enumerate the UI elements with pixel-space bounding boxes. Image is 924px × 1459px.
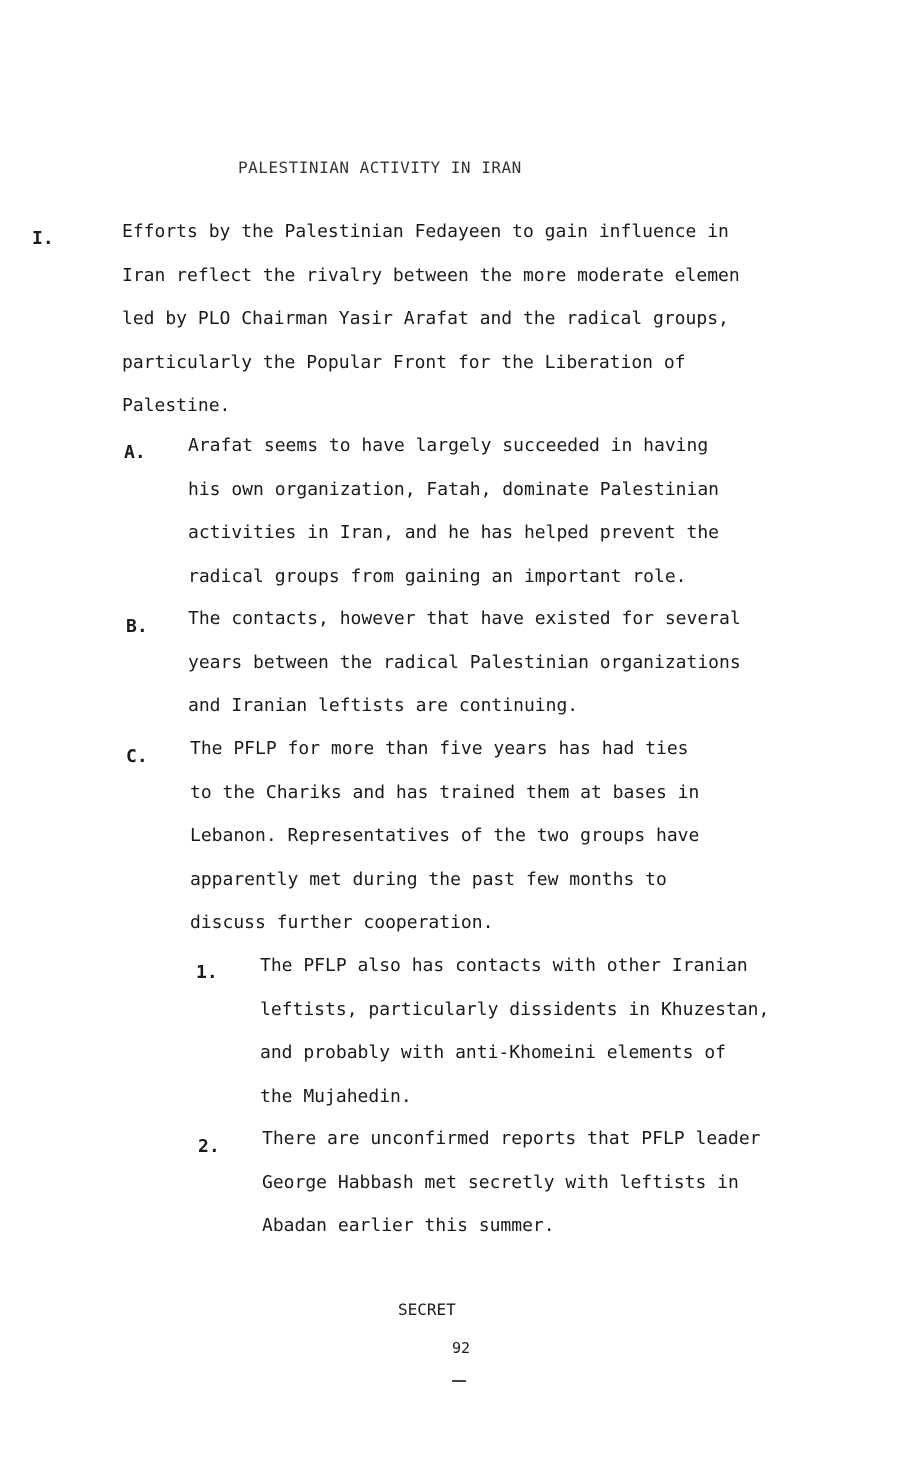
paragraph-line: The PFLP also has contacts with other Iranian: [260, 955, 748, 976]
paragraph-line: The PFLP for more than five years has had ties: [190, 738, 689, 759]
page-number: 92: [452, 1339, 471, 1357]
item-a-label: A.: [124, 442, 146, 463]
footer-divider: [452, 1380, 466, 1382]
paragraph-line: Palestine.: [122, 395, 231, 416]
paragraph-line: George Habbash met secretly with leftists in: [262, 1171, 739, 1193]
item-a-paragraph: [188, 424, 719, 598]
item-c1-label: 1.: [196, 962, 218, 983]
document-title: PALESTINIAN ACTIVITY IN IRAN: [238, 158, 522, 177]
section-I-paragraph: [122, 210, 740, 428]
item-c2-paragraph: [262, 1117, 761, 1248]
paragraph-line: Lebanon. Representatives of the two groups have: [190, 825, 700, 846]
paragraph-line: Iran reflect the rivalry between the more moderate elemen: [122, 264, 740, 286]
paragraph-line: Efforts by the Palestinian Fedayeen to gain influence in: [122, 221, 729, 242]
paragraph-line: Arafat seems to have largely succeeded in having: [188, 435, 709, 456]
paragraph-line: discuss further cooperation.: [190, 912, 494, 933]
item-c-paragraph: [190, 727, 699, 945]
item-c-label: C.: [126, 746, 148, 767]
classification-marking: SECRET: [398, 1300, 456, 1319]
paragraph-line: to the Chariks and has trained them at bases in: [190, 781, 700, 803]
item-c1-paragraph: [260, 944, 769, 1118]
paragraph-line: apparently met during the past few months to: [190, 868, 667, 890]
paragraph-line: led by PLO Chairman Yasir Arafat and the radical groups,: [122, 308, 729, 329]
section-number: I.: [32, 228, 54, 249]
paragraph-line: years between the radical Palestinian organizations: [188, 651, 741, 673]
paragraph-line: the Mujahedin.: [260, 1085, 412, 1107]
item-b-paragraph: [188, 597, 741, 728]
paragraph-line: particularly the Popular Front for the Liberation of: [122, 351, 686, 373]
paragraph-line: and probably with anti-Khomeini elements of: [260, 1042, 726, 1063]
paragraph-line: activities in Iran, and he has helped prevent the: [188, 522, 720, 543]
paragraph-line: his own organization, Fatah, dominate Palestinian: [188, 478, 720, 500]
paragraph-line: leftists, particularly dissidents in Khuzestan,: [260, 998, 770, 1020]
item-c2-label: 2.: [198, 1136, 220, 1157]
item-b-label: B.: [126, 616, 148, 637]
paragraph-line: radical groups from gaining an important role.: [188, 565, 687, 587]
paragraph-line: There are unconfirmed reports that PFLP leader: [262, 1128, 761, 1149]
paragraph-line: The contacts, however that have existed for several: [188, 608, 741, 629]
paragraph-line: and Iranian leftists are continuing.: [188, 695, 579, 716]
paragraph-line: Abadan earlier this summer.: [262, 1215, 555, 1236]
